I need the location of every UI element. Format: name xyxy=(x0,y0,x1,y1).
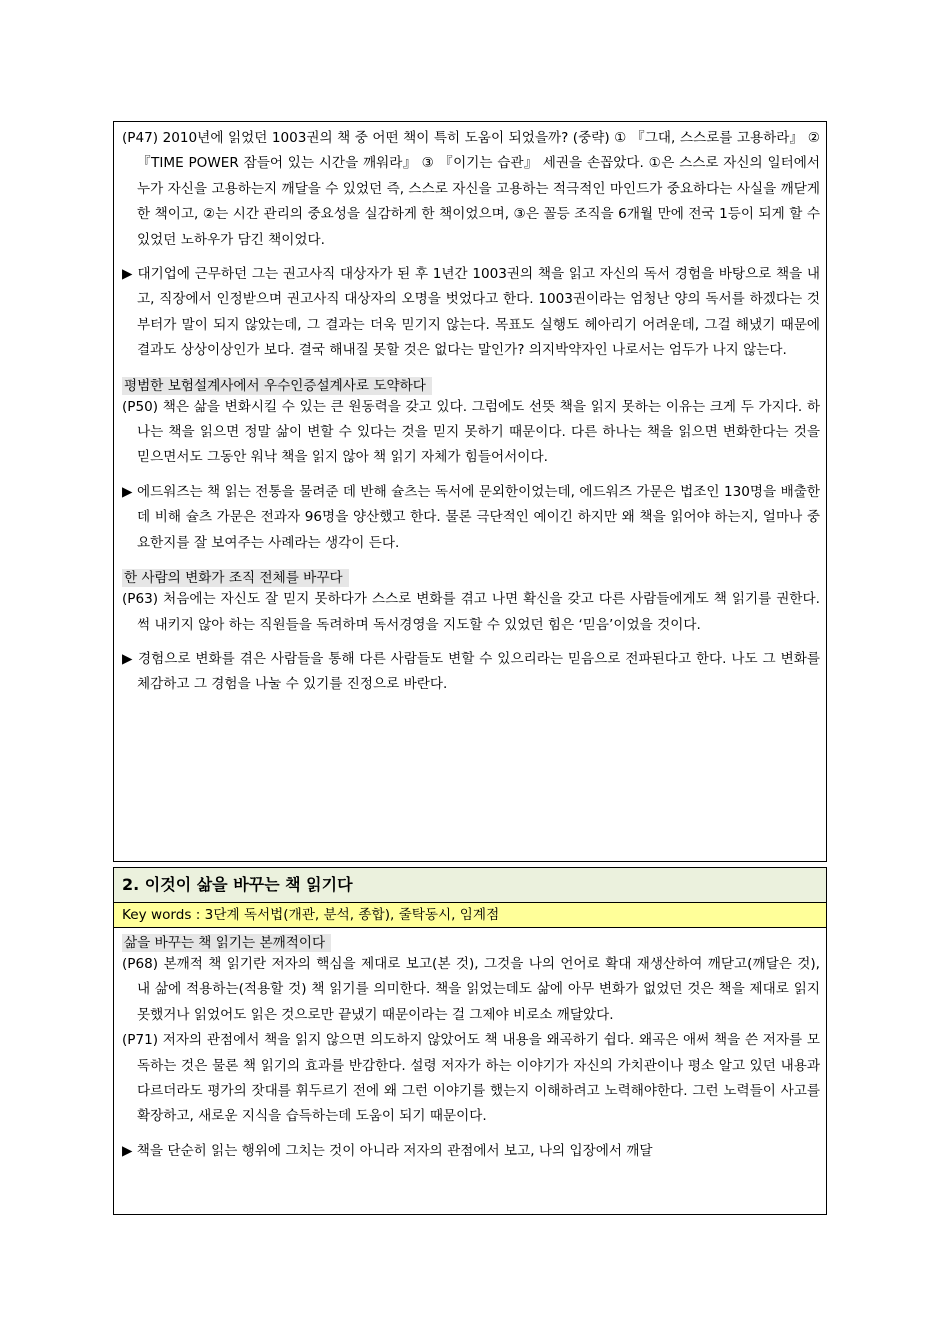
quote-p63: (P63) 처음에는 자신도 잘 믿지 못하다가 스스로 변화를 겪고 나면 확신을 갖고 다른 사람들에게도 책 읽기를 권한다. 썩 내키지 않아 하는 직원들을 독려하며 독서경영을 지도할 수 있었던 힘은 ‘믿음’이었을 것이다. xyxy=(122,591,820,633)
section-body xyxy=(122,930,820,1164)
reading-notes-box-2 xyxy=(113,867,827,1215)
comment-1: ▶ 대기업에 근무하던 그는 권고사직 대상자가 된 후 1년간 1003권의 책을 읽고 자신의 독서 경험을 바탕으로 책을 내고, 직장에서 인정받으며 권고사직 대상자의 오명을 벗었다고 한다. 1003권이라는 엄청난 양의 독서를 하겠다는 것부터가 말이 되지 않았는데, 그 결과는 더욱 믿기지 않는다. 목표도 실행도 헤아리기 어려운데, 그걸 해냈기 때문에 결과도 상상이상인가 보다. 결국 해내질 못할 것은 없다는 말인가? 의지박약자인 나로서는 엄두가 나지 않는다. xyxy=(122,266,820,359)
section-title: 2. 이것이 삶을 바꾸는 책 읽기다 xyxy=(114,868,826,903)
comment-4: ▶ 책을 단순히 읽는 행위에 그치는 것이 아니라 저자의 관점에서 보고, 나의 입장에서 깨달 xyxy=(122,1142,653,1159)
quote-p68: (P68) 본깨적 책 읽기란 저자의 핵심을 제대로 보고(본 것), 그것을 나의 언어로 확대 재생산하여 깨닫고(깨달은 것), 내 삶에 적용하는(적용할 것) 책 읽기를 의미한다. 책을 읽었는데도 삶에 아무 변화가 없었던 것은 책을 제대로 읽지 못했거나 읽었어도 읽은 것으로만 끝냈기 때문이라는 걸 그제야 비로소 깨달았다. xyxy=(122,956,820,1023)
keywords-bar: Key words : 3단계 독서법(개관, 분석, 종합), 줄탁동시, 임계점 xyxy=(114,903,826,928)
quote-p47: (P47) 2010년에 읽었던 1003권의 책 중 어떤 책이 특히 도움이 되었을까? (중략) ① 『그대, 스스로를 고용하라』 ② 『TIME POWER 잠들어 있는 시간을 깨워라』 ③ 『이기는 습관』 세권을 손꼽았다. ①은 스스로 자신의 일터에서 누가 자신을 고용하는지 깨달을 수 있었던 즉, 스스로 자신을 고용하는 적극적인 마인드가 중요하다는 사실을 깨닫게 한 책이고, ②는 시간 관리의 중요성을 실감하게 한 책이었으며, ③은 꼴등 조직을 6개월 만에 전국 1등이 되게 할 수 있었던 노하우가 담긴 책이었다. xyxy=(122,130,820,248)
reading-notes-box-1 xyxy=(113,121,827,862)
comment-3: ▶ 경험으로 변화를 겪은 사람들을 통해 다른 사람들도 변할 수 있으리라는 믿음으로 전파된다고 한다. 나도 그 변화를 체감하고 그 경험을 나눌 수 있기를 진정으로 바란다. xyxy=(122,650,820,693)
quote-p50: (P50) 책은 삶을 변화시킬 수 있는 큰 원동력을 갖고 있다. 그럼에도 선뜻 책을 읽지 못하는 이유는 크게 두 가지다. 하나는 책을 읽으면 정말 삶이 변할 수 있다는 것을 믿지 못하기 때문이다. 다른 하나는 책을 읽으면 변화한다는 것을 믿으면서도 그동안 워낙 책을 읽지 않아 책 읽기 자체가 힘들어서이다. xyxy=(122,398,820,466)
quote-p71: (P71) 저자의 관점에서 책을 읽지 않으면 의도하지 않았어도 책 내용을 왜곡하기 쉽다. 왜곡은 애써 책을 쓴 저자를 모독하는 것은 물론 책 읽기의 효과를 반감한다. 설령 저자가 하는 이야기가 자신의 가치관이나 평소 알고 있던 내용과 다르더라도 평가의 잣대를 휘두르기 전에 왜 그런 이야기를 했는지 이해하려고 노력해야한다. 그런 노력들이 사고를 확장하고, 새로운 지식을 습득하는데 도움이 되기 때문이다. xyxy=(122,1032,820,1125)
subheading-organization: 한 사람의 변화가 조직 전체를 바꾸다 xyxy=(122,569,349,587)
subheading-insurance: 평범한 보험설계사에서 우수인증설계사로 도약하다 xyxy=(122,377,432,395)
comment-2: ▶ 에드워즈는 책 읽는 전통을 물려준 데 반해 슐츠는 독서에 문외한이었는데, 에드워즈 가문은 법조인 130명을 배출한 데 비해 슐츠 가문은 전과자 96명을 양산했고 한다. 물론 극단적인 예이긴 하지만 왜 책을 읽어야 하는지, 얼마나 중요한지를 잘 보여주는 사례라는 생각이 든다. xyxy=(122,483,820,551)
subheading-bonkkaejeok: 삶을 바꾸는 책 읽기는 본깨적이다 xyxy=(122,934,331,952)
